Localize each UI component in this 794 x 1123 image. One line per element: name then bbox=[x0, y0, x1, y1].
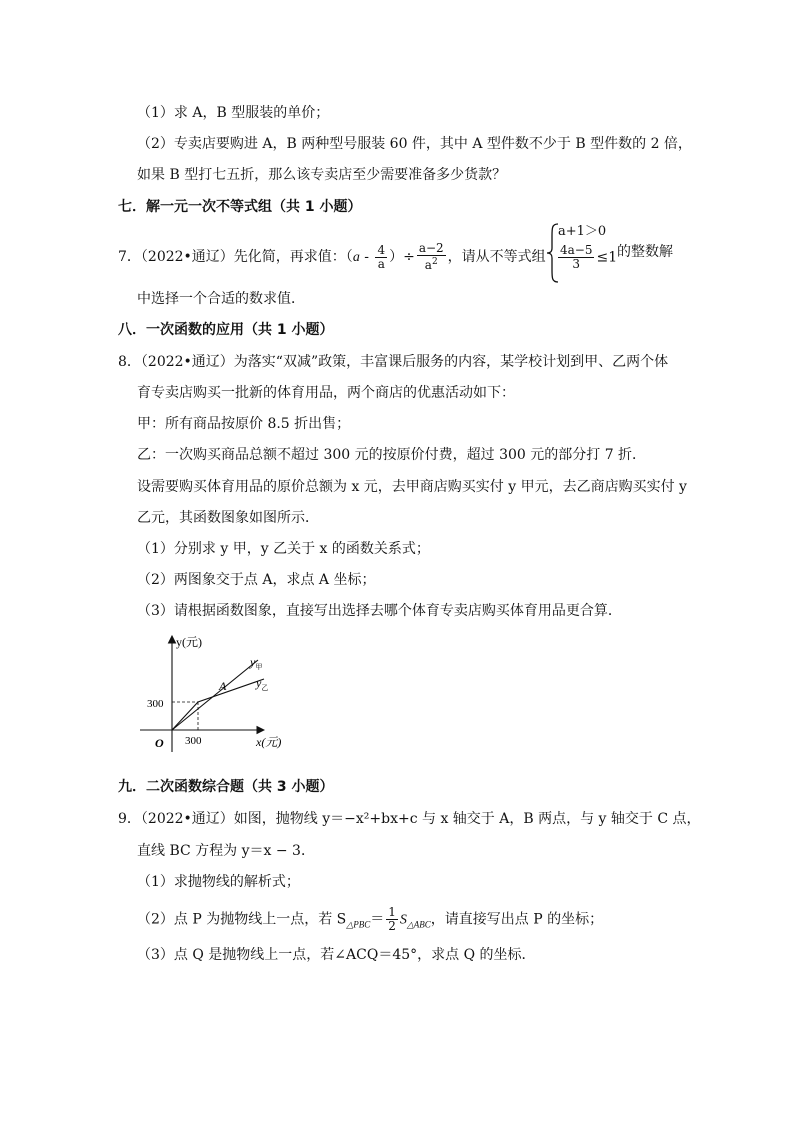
q7-fraction-1 bbox=[375, 244, 387, 271]
line-yi-label: $y_乙$ bbox=[256, 676, 269, 692]
q7-f2-numerator: a−2 bbox=[418, 241, 444, 255]
q9-p2-fraction bbox=[386, 906, 398, 933]
y-tick-300: 300 bbox=[147, 698, 164, 710]
q7-f1-denominator: a bbox=[377, 256, 385, 271]
prev-q2-line1: （2）专卖店要购进 A，B 两种型号服装 60 件，其中 A 型件数不少于 B 型件数的 2 倍， bbox=[137, 136, 692, 152]
q8-part2: （2）两图象交于点 A，求点 A 坐标； bbox=[137, 572, 376, 588]
q9-p2-s: S bbox=[399, 912, 407, 928]
q7-fraction-2 bbox=[417, 242, 446, 272]
q8-function-graph bbox=[136, 630, 296, 755]
line-yi bbox=[172, 679, 264, 730]
q7-ineq-denominator: 3 bbox=[572, 257, 581, 271]
q7-inequality-2 bbox=[556, 244, 617, 271]
q7-ineq-numerator: 4a−5 bbox=[560, 243, 593, 257]
q7-f1-numerator: 4 bbox=[377, 242, 386, 257]
q8-line1: 8．（2022•通辽）为落实“双减”政策，丰富课后服务的内容，某学校计划到甲、乙两个体 bbox=[118, 354, 669, 370]
section-8-title: 八．一次函数的应用（共 1 小题） bbox=[118, 322, 334, 338]
q9-p2-sub1: △PBC bbox=[346, 919, 371, 930]
q7-f2-den-exp: 2 bbox=[431, 257, 438, 267]
q7-inequality-1: a+1＞0 bbox=[558, 224, 607, 239]
q7-source: （2022•通辽）先化简，再求值：（ bbox=[140, 249, 353, 265]
q9-line2: 直线 BC 方程为 y＝x − 3． bbox=[137, 843, 315, 859]
q7-f2-den-base: a bbox=[424, 258, 432, 272]
q7-number: 7． bbox=[118, 249, 141, 265]
point-a-label: A bbox=[219, 679, 227, 693]
q9-p2-fnum: 1 bbox=[388, 905, 396, 919]
q9-p2-eq: ＝ bbox=[370, 911, 385, 928]
q7-after-text: ，请从不等式组 bbox=[447, 249, 546, 265]
q7-divide: ）÷ bbox=[389, 249, 415, 265]
q9-p2-fden: 2 bbox=[388, 919, 396, 933]
q8-line5: 设需要购买体育用品的原价总额为 x 元，去甲商店购买实付 y 甲元，去乙商店购买实付 y bbox=[137, 479, 687, 495]
section-7-title: 七．解一元一次不等式组（共 1 小题） bbox=[118, 199, 362, 215]
q9-p2-text-a: （2）点 P 为抛物线上一点，若 S bbox=[137, 911, 347, 928]
q7-ineq-relation: ≤1 bbox=[596, 249, 618, 266]
x-axis-label: x(元) bbox=[256, 735, 282, 749]
q7-minus: - bbox=[359, 249, 374, 265]
q8-part3: （3）请根据函数图象，直接写出选择去哪个体育专卖店购买体育用品更合算． bbox=[137, 603, 622, 619]
q9-p2-text-b: ，请直接写出点 P 的坐标； bbox=[430, 911, 604, 928]
origin-label: O bbox=[155, 736, 164, 750]
q7-line1 bbox=[118, 242, 546, 272]
q7-f2-denominator bbox=[417, 256, 446, 272]
q9-part3: （3）点 Q 是抛物线上一点，若∠ACQ＝45°，求点 Q 的坐标． bbox=[137, 947, 536, 963]
y-axis-label: y(元) bbox=[176, 635, 202, 649]
q8-line2: 育专卖店购买一批新的体育用品，两个商店的优惠活动如下： bbox=[137, 385, 515, 401]
line-jia bbox=[172, 660, 258, 730]
q8-line4: 乙：一次购买商品总额不超过 300 元的按原价付费，超过 300 元的部分打 7 折． bbox=[137, 447, 647, 463]
q8-line6: 乙元，其函数图象如图所示． bbox=[137, 510, 319, 526]
q7-line2: 中选择一个合适的数求值． bbox=[137, 291, 305, 307]
q8-part1: （1）分别求 y 甲，y 乙关于 x 的函数关系式； bbox=[137, 541, 430, 557]
section-9-title: 九．二次函数综合题（共 3 小题） bbox=[118, 779, 334, 795]
q9-part2 bbox=[137, 906, 603, 934]
prev-q1: （1）求 A，B 型服装的单价； bbox=[137, 105, 330, 121]
q9-p2-sub2: △ABC bbox=[406, 919, 431, 930]
prev-q2-line2: 如果 B 型打七五折，那么该专卖店至少需要准备多少货款？ bbox=[137, 167, 507, 183]
x-tick-300: 300 bbox=[185, 735, 202, 747]
line-jia-label: $y_甲$ bbox=[250, 655, 263, 671]
q8-line3: 甲：所有商品按原价 8.5 折出售； bbox=[137, 416, 351, 432]
q7-tail: 的整数解 bbox=[617, 244, 673, 260]
q7-var-a: a bbox=[352, 250, 360, 265]
q7-ineq-fraction bbox=[558, 244, 594, 271]
q9-line1: 9．（2022•通辽）如图，抛物线 y＝−x²+bx+c 与 x 轴交于 A，B 两点，与 y 轴交于 C 点， bbox=[118, 811, 701, 827]
q9-part1: （1）求抛物线的解析式； bbox=[137, 874, 300, 890]
